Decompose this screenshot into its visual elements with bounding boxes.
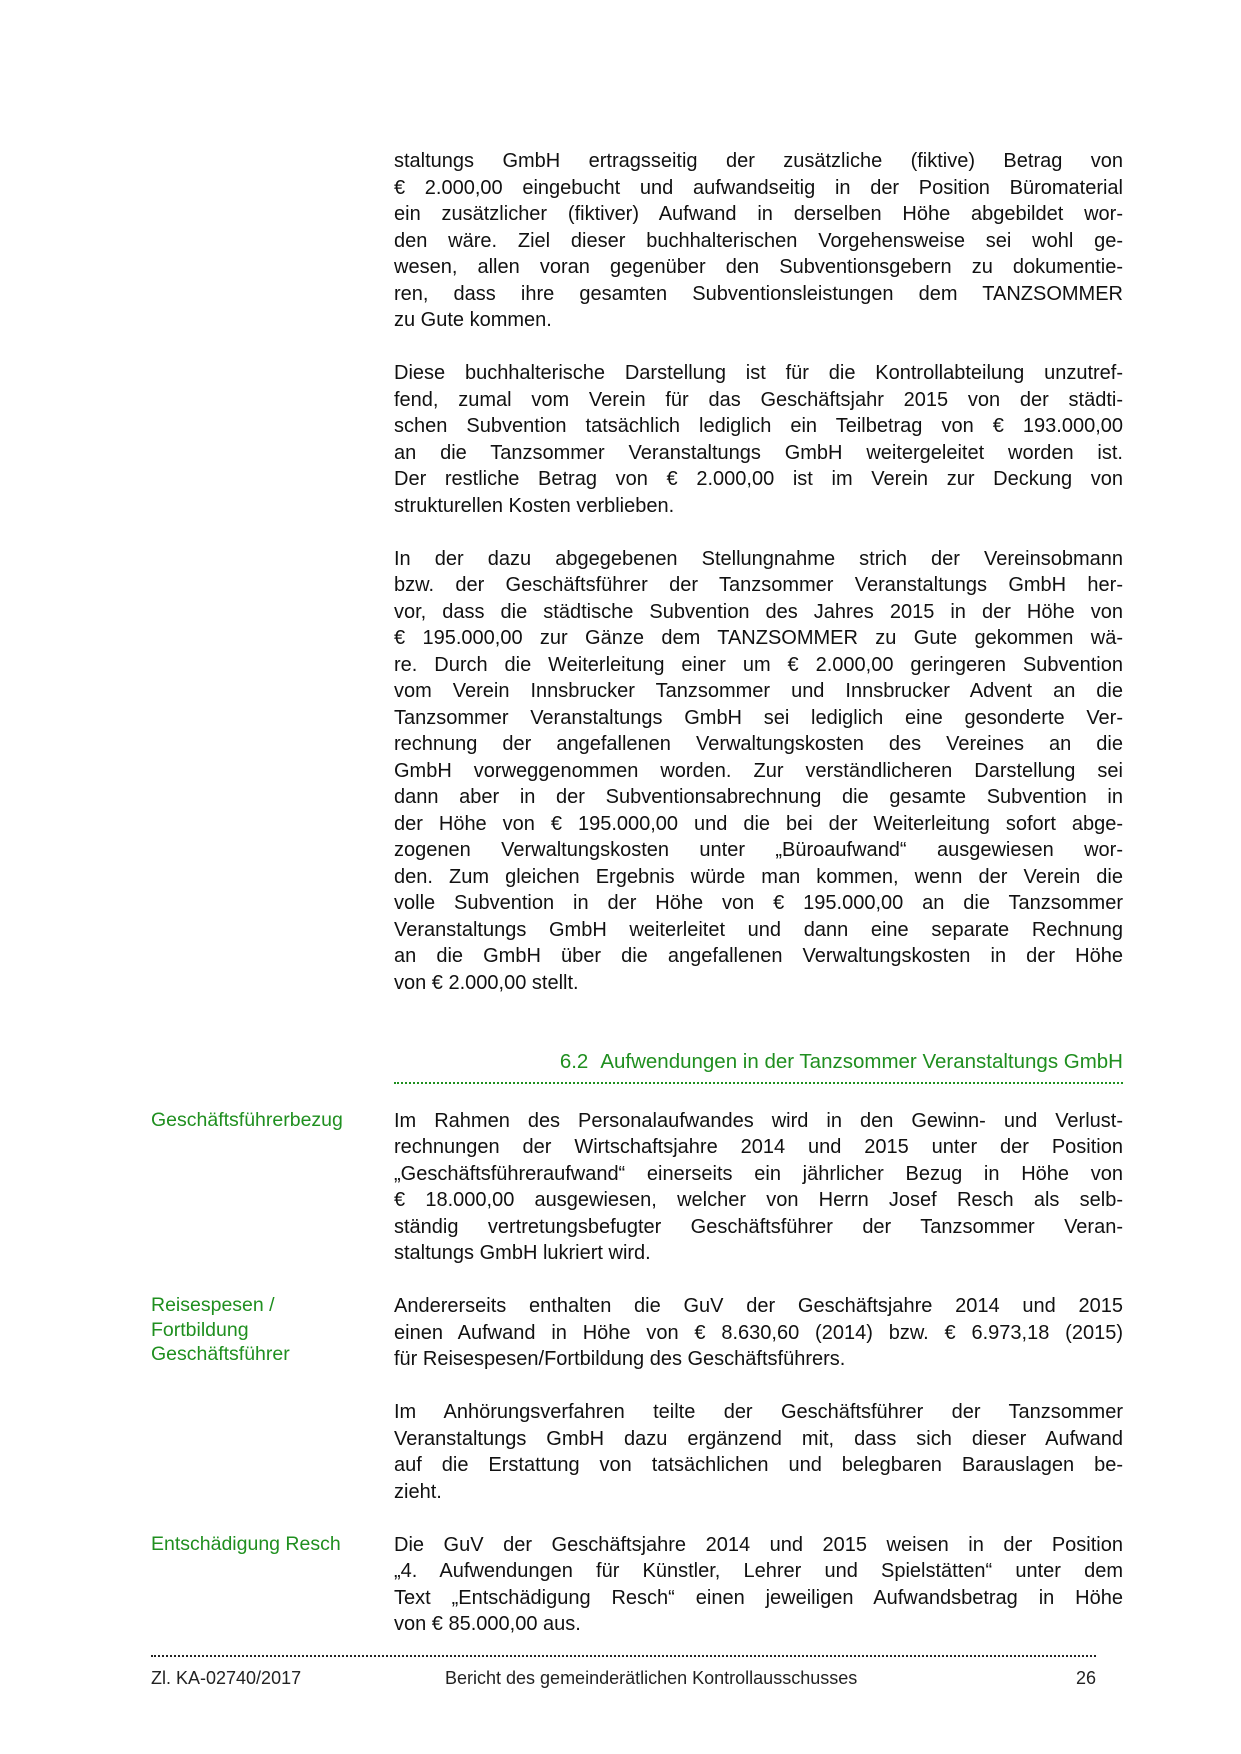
text-line: „Geschäftsführeraufwand“ einerseits ein jährlicher Bezug in Höhe von: [394, 1162, 1123, 1185]
text-line: von € 85.000,00 aus.: [394, 1613, 581, 1635]
paragraph: [394, 1293, 1123, 1373]
paragraph-row: [0, 148, 1241, 360]
margin-label-line: Entschädigung Resch: [151, 1532, 341, 1555]
text-line: Diese buchhalterische Darstellung ist für die Kontrollabteilung unzutref-: [394, 362, 1123, 384]
margin-label: [151, 1108, 381, 1133]
text-line: rechnung der angefallenen Verwaltungskosten des Vereines an die: [394, 733, 1123, 755]
text-line: an die GmbH über die angefallenen Verwaltungskosten in der Höhe: [394, 945, 1123, 967]
text-line: volle Subvention in der Höhe von € 195.000,00 an die Tanzsommer: [394, 892, 1123, 914]
text-line: schen Subvention tatsächlich lediglich ein Teilbetrag von € 193.000,00: [394, 415, 1123, 437]
footer-reference: Zl. KA-02740/2017: [151, 1668, 302, 1688]
text-line: ren, dass ihre gesamten Subventionsleistungen dem TANZSOMMER: [394, 282, 1123, 305]
text-line: zogenen Verwaltungskosten unter „Büroaufwand“ ausgewiesen wor-: [394, 839, 1123, 861]
text-line: Der restliche Betrag von € 2.000,00 ist im Verein zur Deckung von: [394, 468, 1123, 490]
margin-label-line: Geschäftsführerbezug: [151, 1108, 343, 1131]
paragraph: [394, 1532, 1123, 1638]
margin-label: [151, 1293, 381, 1367]
margin-label-line: Geschäftsführer: [151, 1343, 290, 1365]
text-line: ständig vertretungsbefugter Geschäftsführer der Tanzsommer Veran-: [394, 1215, 1123, 1238]
text-line: den. Zum gleichen Ergebnis würde man kommen, wenn der Verein die: [394, 865, 1123, 888]
text-line: wesen, allen voran gegenüber den Subventionsgebern zu dokumentie-: [394, 256, 1123, 278]
footer-divider: [151, 1655, 1096, 1657]
paragraph: [394, 546, 1123, 997]
text-line: Veranstaltungs GmbH weiterleitet und dann eine separate Rechnung: [394, 918, 1123, 941]
margin-label-line: Reisespesen /: [151, 1294, 275, 1316]
page-number: 26: [1075, 1668, 1096, 1688]
text-line: Andererseits enthalten die GuV der Geschäftsjahre 2014 und 2015: [394, 1295, 1123, 1317]
text-line: Im Rahmen des Personalaufwandes wird in den Gewinn- und Verlust-: [394, 1109, 1123, 1132]
text-line: € 195.000,00 zur Gänze dem TANZSOMMER zu Gute gekommen wä-: [394, 627, 1123, 649]
text-line: Tanzsommer Veranstaltungs GmbH sei lediglich eine gesonderte Ver-: [394, 706, 1123, 729]
text-line: der Höhe von € 195.000,00 und die bei der Weiterleitung sofort abge-: [394, 812, 1123, 835]
paragraph-row: [0, 1293, 1241, 1399]
footer-title: Bericht des gemeinderätlichen Kontrollausschusses: [445, 1668, 858, 1688]
text-line: staltungs GmbH lukriert wird.: [394, 1242, 651, 1264]
paragraph-row: [0, 1399, 1241, 1532]
text-line: einen Aufwand in Höhe von € 8.630,60 (2014) bzw. € 6.973,18 (2015): [394, 1321, 1123, 1344]
paragraph-row: [0, 1108, 1241, 1294]
intro-section: [0, 148, 1241, 1023]
text-line: strukturellen Kosten verblieben.: [394, 494, 675, 517]
text-line: ein zusätzlicher (fiktiver) Aufwand in derselben Höhe abgebildet wor-: [394, 203, 1123, 225]
section-body: [0, 1108, 1241, 1665]
text-line: für Reisespesen/Fortbildung des Geschäftsführers.: [394, 1348, 846, 1370]
text-line: rechnungen der Wirtschaftsjahre 2014 und 2015 unter der Position: [394, 1136, 1123, 1158]
margin-label-line: Fortbildung: [151, 1318, 249, 1341]
text-line: vor, dass die städtische Subvention des Jahres 2015 in der Höhe von: [394, 600, 1123, 623]
section-heading: [394, 1049, 1123, 1084]
text-line: € 2.000,00 eingebucht und aufwandseitig in der Position Büromaterial: [394, 176, 1123, 199]
paragraph: [394, 1108, 1123, 1267]
text-line: von € 2.000,00 stellt.: [394, 971, 579, 994]
paragraph: [394, 148, 1123, 334]
text-line: € 18.000,00 ausgewiesen, welcher von Herrn Josef Resch als selb-: [394, 1189, 1123, 1211]
text-line: „4. Aufwendungen für Künstler, Lehrer und Spielstätten“ unter dem: [394, 1560, 1123, 1582]
text-line: dann aber in der Subventionsabrechnung die gesamte Subvention in: [394, 786, 1123, 808]
paragraph: [394, 360, 1123, 519]
text-line: zieht.: [394, 1480, 442, 1503]
text-line: In der dazu abgegebenen Stellungnahme strich der Vereinsobmann: [394, 547, 1123, 570]
text-line: vom Verein Innsbrucker Tanzsommer und Innsbrucker Advent an die: [394, 680, 1123, 702]
section-number: 6.2: [559, 1050, 589, 1073]
text-line: auf die Erstattung von tatsächlichen und belegbaren Barauslagen be-: [394, 1454, 1123, 1476]
paragraph-row: [0, 546, 1241, 1023]
text-line: zu Gute kommen.: [394, 309, 552, 331]
paragraph: [394, 1399, 1123, 1505]
text-line: staltungs GmbH ertragsseitig der zusätzliche (fiktive) Betrag von: [394, 150, 1123, 172]
text-line: Die GuV der Geschäftsjahre 2014 und 2015 weisen in der Position: [394, 1533, 1123, 1556]
text-line: re. Durch die Weiterleitung einer um € 2.000,00 geringeren Subvention: [394, 653, 1123, 676]
section-title: Aufwendungen in der Tanzsommer Veranstaltungs GmbH: [600, 1050, 1123, 1073]
text-line: fend, zumal vom Verein für das Geschäftsjahr 2015 von der städti-: [394, 388, 1123, 411]
text-line: Im Anhörungsverfahren teilte der Geschäftsführer der Tanzsommer: [394, 1401, 1123, 1423]
paragraph-row: [0, 1532, 1241, 1665]
margin-label: [151, 1532, 381, 1557]
text-line: bzw. der Geschäftsführer der Tanzsommer Veranstaltungs GmbH her-: [394, 574, 1123, 596]
text-line: an die Tanzsommer Veranstaltungs GmbH weitergeleitet worden ist.: [394, 441, 1123, 464]
document-page: [0, 148, 1241, 1664]
text-line: Veranstaltungs GmbH dazu ergänzend mit, dass sich dieser Aufwand: [394, 1427, 1123, 1450]
text-line: GmbH vorweggenommen worden. Zur verständlicheren Darstellung sei: [394, 759, 1123, 782]
text-line: den wäre. Ziel dieser buchhalterischen Vorgehensweise sei wohl ge-: [394, 229, 1123, 252]
paragraph-row: [0, 360, 1241, 546]
text-line: Text „Entschädigung Resch“ einen jeweiligen Aufwandsbetrag in Höhe: [394, 1586, 1123, 1609]
